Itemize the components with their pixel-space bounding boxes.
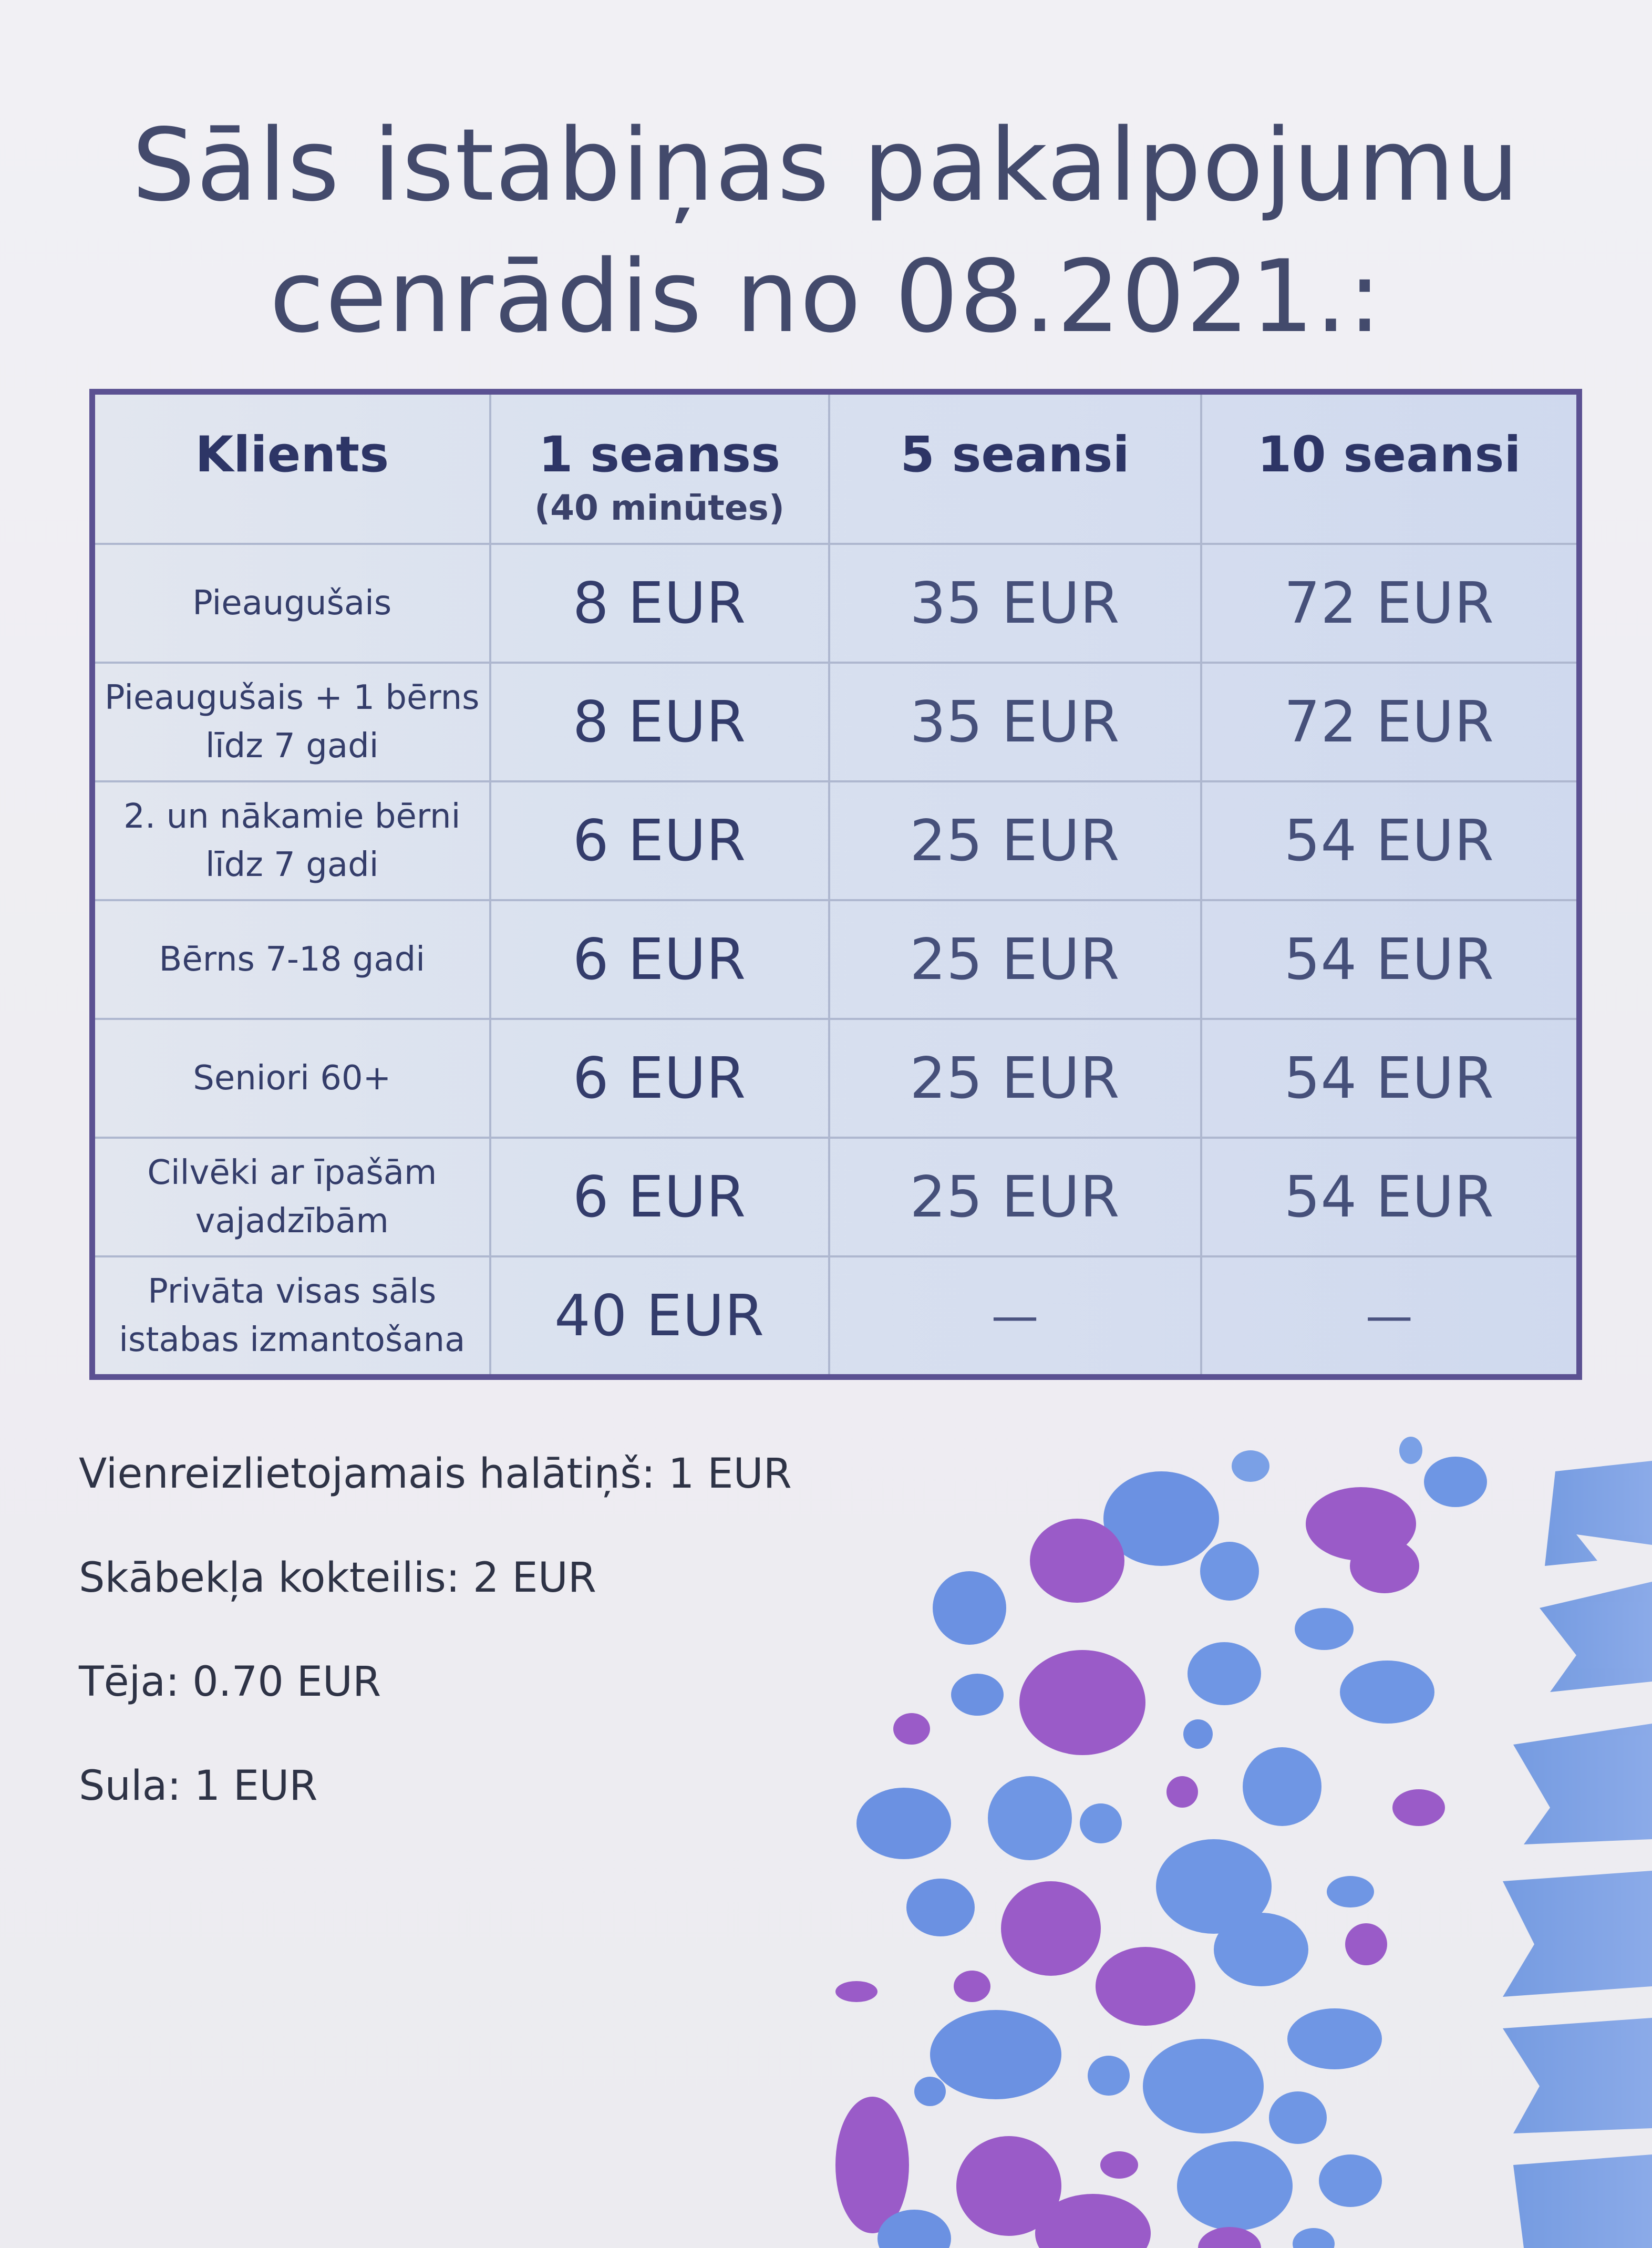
table-row — [92, 1019, 1579, 1138]
extra-item-robe: Vienreizlietojamais halātiņš: 1 EUR — [79, 1450, 792, 1498]
price-10-sessions: 72 EUR — [1201, 544, 1579, 663]
header-client-label: Klients — [195, 426, 389, 483]
header-1-session — [490, 392, 829, 544]
table-row — [92, 1138, 1579, 1256]
client-cell — [92, 900, 490, 1019]
price-5-sessions: 25 EUR — [829, 900, 1201, 1019]
client-cell — [92, 1138, 490, 1256]
extra-item-juice: Sula: 1 EUR — [79, 1762, 318, 1810]
price-1-session: 6 EUR — [490, 1138, 829, 1256]
header-1-session-label: 1 seanss — [538, 426, 781, 483]
price-1-session: 8 EUR — [490, 544, 829, 663]
price-1-session: 8 EUR — [490, 663, 829, 781]
header-5-sessions — [829, 392, 1201, 544]
client-label: Bērns 7-18 gadi — [159, 940, 426, 979]
client-label: Cilvēki ar īpašām — [147, 1153, 437, 1192]
price-1-session: 40 EUR — [490, 1256, 829, 1377]
header-client — [92, 392, 490, 544]
client-cell — [92, 1256, 490, 1377]
client-label: Seniori 60+ — [193, 1059, 391, 1098]
client-label-detail: līdz 7 gadi — [205, 845, 379, 884]
price-10-sessions: 72 EUR — [1201, 663, 1579, 781]
price-1-session: 6 EUR — [490, 900, 829, 1019]
page-title — [0, 100, 1652, 363]
price-table — [89, 389, 1582, 1380]
client-cell — [92, 781, 490, 900]
price-10-sessions: 54 EUR — [1201, 781, 1579, 900]
header-1-session-duration: (40 minūtes) — [534, 488, 785, 528]
client-label: Privāta visas sāls — [148, 1272, 437, 1311]
price-5-sessions: 25 EUR — [829, 781, 1201, 900]
price-5-sessions: 35 EUR — [829, 663, 1201, 781]
client-label: 2. un nākamie bērni — [123, 797, 461, 836]
salt-pebble-decoration-icon — [683, 1408, 1652, 2248]
price-10-sessions: 54 EUR — [1201, 1019, 1579, 1138]
client-label-detail: istabas izmantošana — [119, 1321, 466, 1359]
client-label-detail: līdz 7 gadi — [205, 727, 379, 766]
header-5-sessions-label: 5 seansi — [900, 426, 1130, 483]
price-5-sessions: 25 EUR — [829, 1019, 1201, 1138]
header-10-sessions-label: 10 seansi — [1257, 426, 1521, 483]
title-line-2: cenrādis no 08.2021.: — [269, 239, 1383, 355]
client-label: Pieaugušais — [192, 584, 392, 623]
price-10-sessions: — — [1201, 1256, 1579, 1377]
price-10-sessions: 54 EUR — [1201, 900, 1579, 1019]
table-row — [92, 663, 1579, 781]
price-1-session: 6 EUR — [490, 1019, 829, 1138]
table-row — [92, 544, 1579, 663]
client-cell — [92, 663, 490, 781]
table-header-row — [92, 392, 1579, 544]
table-row — [92, 900, 1579, 1019]
price-1-session: 6 EUR — [490, 781, 829, 900]
extra-item-oxygen-cocktail: Skābekļa kokteilis: 2 EUR — [79, 1554, 596, 1602]
header-10-sessions — [1201, 392, 1579, 544]
extra-item-tea: Tēja: 0.70 EUR — [79, 1658, 381, 1706]
table-row — [92, 781, 1579, 900]
table-row — [92, 1256, 1579, 1377]
client-cell — [92, 1019, 490, 1138]
price-5-sessions: 25 EUR — [829, 1138, 1201, 1256]
client-label: Pieaugušais + 1 bērns — [105, 678, 480, 717]
price-5-sessions: — — [829, 1256, 1201, 1377]
price-10-sessions: 54 EUR — [1201, 1138, 1579, 1256]
title-line-1: Sāls istabiņas pakalpojumu — [131, 107, 1521, 223]
price-5-sessions: 35 EUR — [829, 544, 1201, 663]
client-cell — [92, 544, 490, 663]
client-label-detail: vajadzībām — [195, 1202, 389, 1241]
